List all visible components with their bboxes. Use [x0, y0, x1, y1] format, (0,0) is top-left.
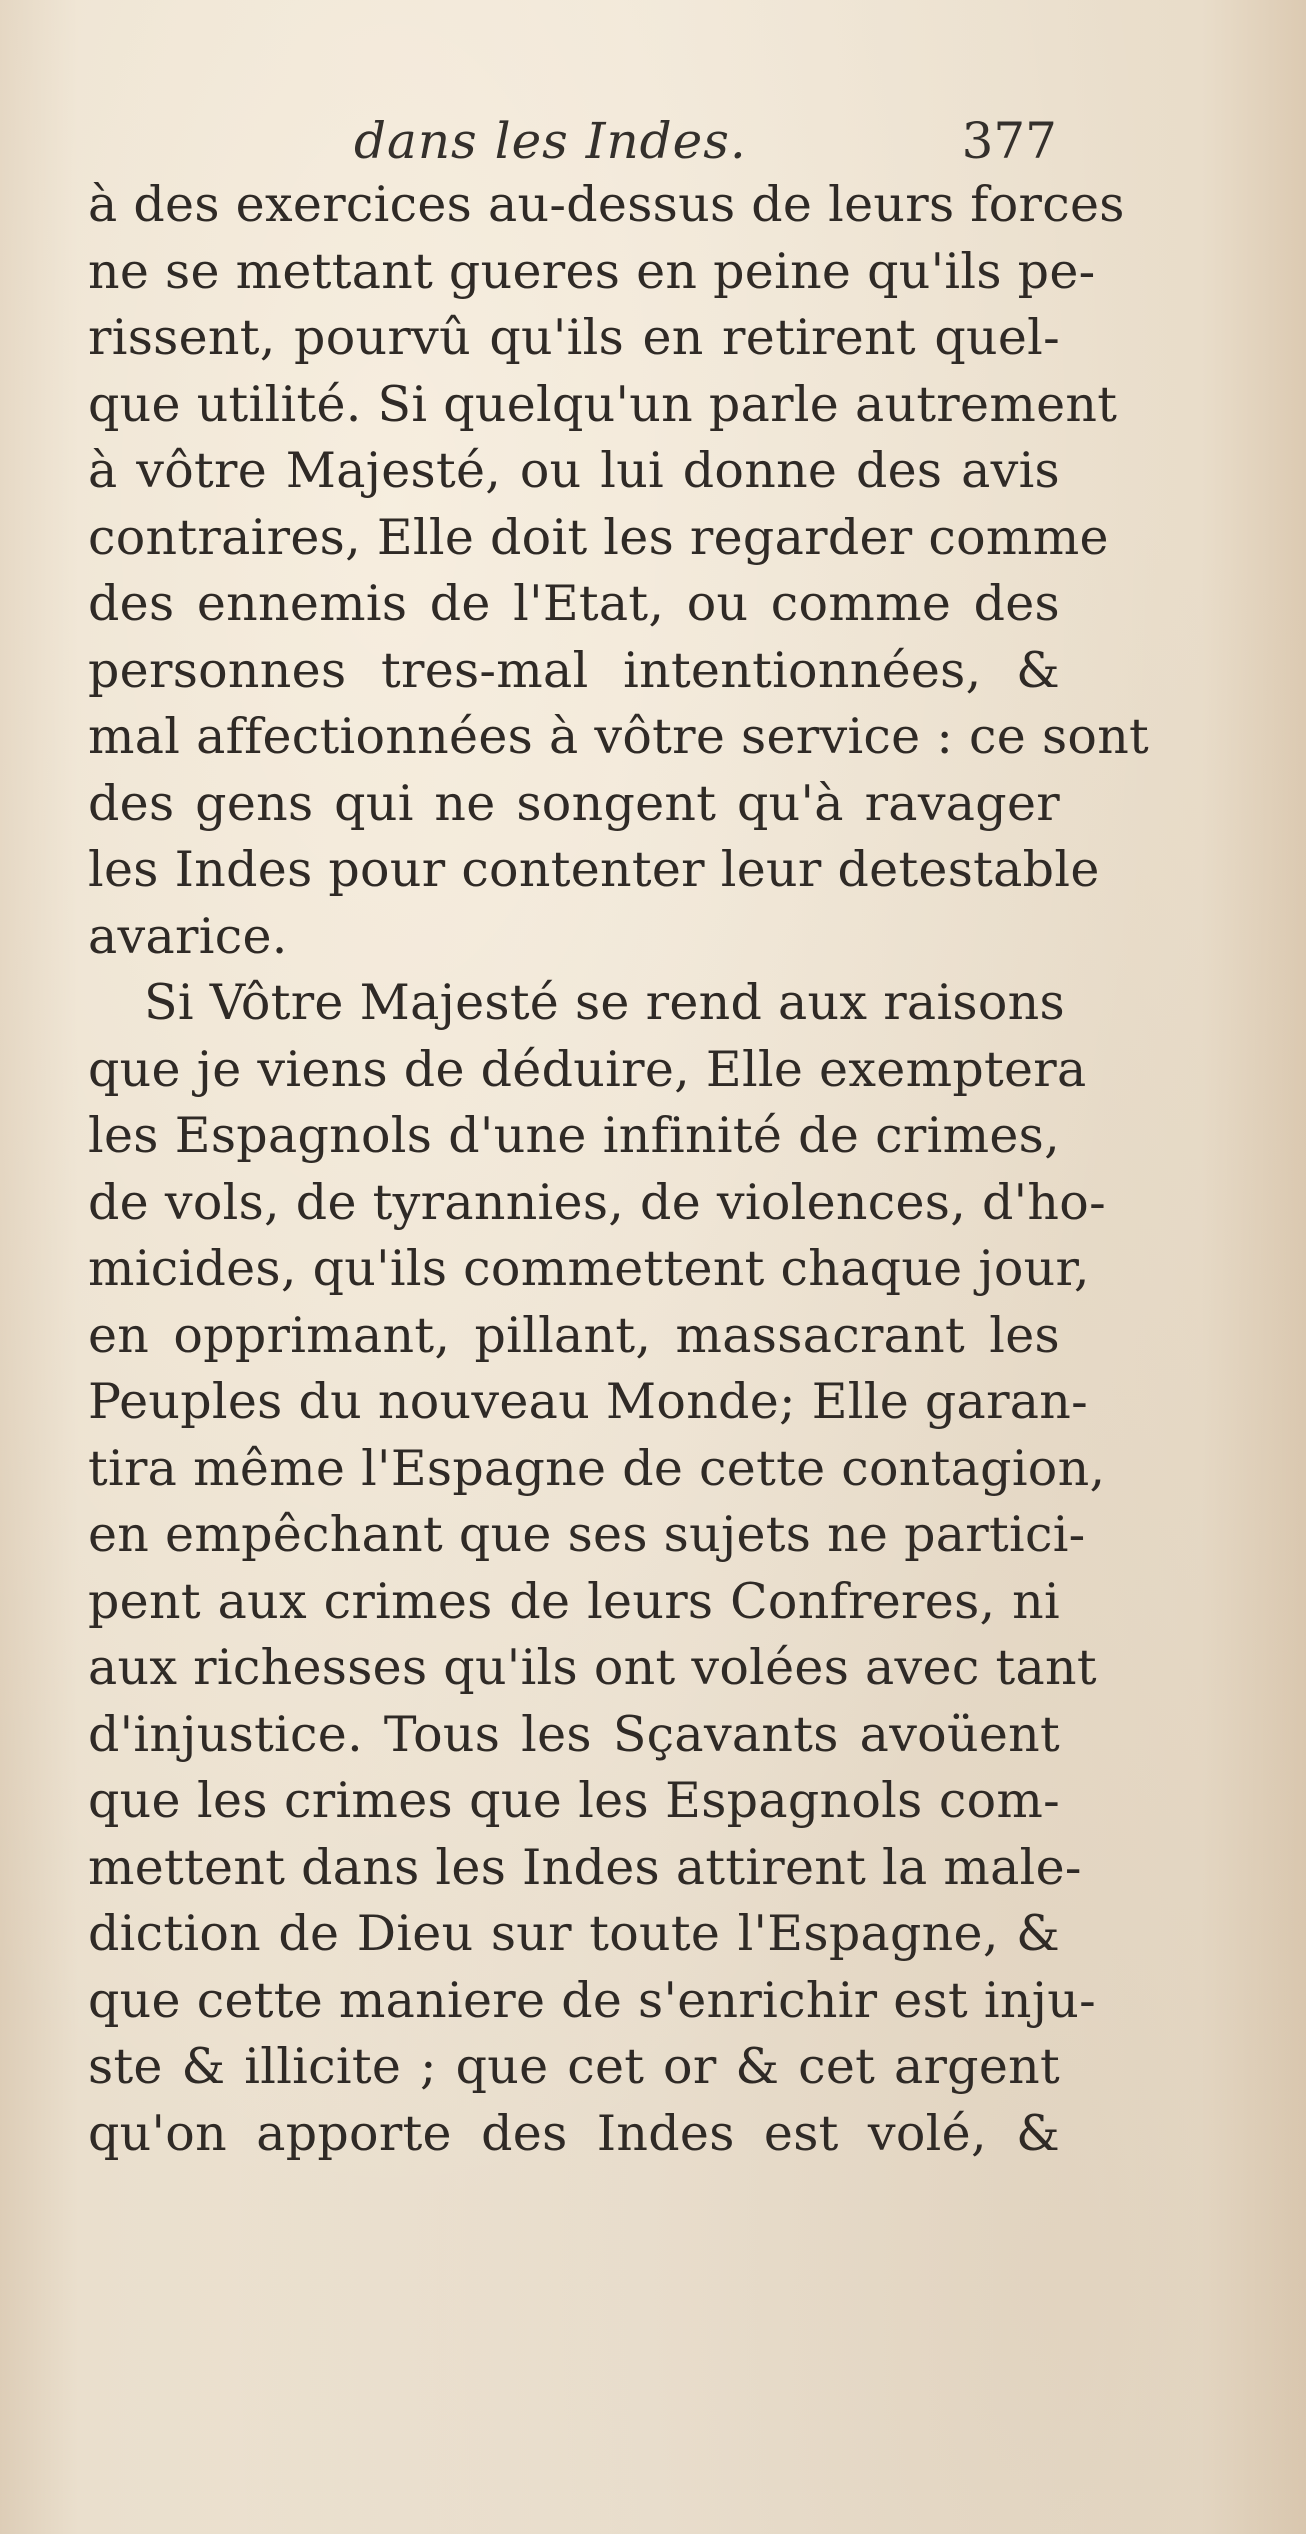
text-line: que les crimes que les Espagnols com-	[88, 1772, 1060, 1829]
text-line: les Espagnols d'une infinité de crimes,	[88, 1107, 1060, 1164]
text-line: que cette maniere de s'enrichir est inju-	[88, 1971, 1096, 2029]
text-line: d'injustice. Tous les Sçavants avoüent	[88, 1705, 1060, 1763]
text-line: ne se mettant gueres en peine qu'ils pe-	[88, 242, 1096, 300]
text-line: micides, qu'ils commettent chaque jour,	[88, 1240, 1090, 1297]
text-line: personnes tres-mal intentionnées, &	[88, 641, 1060, 699]
text-line: à vôtre Majesté, ou lui donne des avis	[88, 442, 1060, 499]
text-line: diction de Dieu sur toute l'Espagne, &	[88, 1905, 1060, 1962]
text-line: contraires, Elle doit les regarder comme	[88, 508, 1109, 566]
text-line: tira même l'Espagne de cette contagion,	[88, 1439, 1106, 1497]
page-number: 377	[961, 112, 1057, 170]
text-line: ste & illicite ; que cet or & cet argent	[88, 2038, 1060, 2095]
text-line: des gens qui ne songent qu'à ravager	[88, 774, 1060, 832]
running-head: dans les Indes.	[354, 112, 747, 170]
text-line: que je viens de déduire, Elle exemptera	[88, 1040, 1087, 1098]
text-line: qu'on apporte des Indes est volé, &	[88, 2104, 1060, 2162]
text-line: mettent dans les Indes attirent la male-	[88, 1838, 1082, 1896]
text-line: à des exercices au-dessus de leurs forces	[88, 176, 1125, 233]
text-line: les Indes pour contenter leur detestable	[88, 841, 1100, 898]
text-line: aux richesses qu'ils ont volées avec tant	[88, 1639, 1097, 1696]
text-line: en empêchant que ses sujets ne partici-	[88, 1506, 1086, 1563]
text-line: Peuples du nouveau Monde; Elle garan-	[88, 1373, 1089, 1430]
text-line: de vols, de tyrannies, de violences, d'ho-	[88, 1173, 1106, 1231]
text-line: des ennemis de l'Etat, ou comme des	[88, 575, 1060, 632]
body-text	[88, 172, 1150, 2167]
text-line: que utilité. Si quelqu'un parle autrement	[88, 375, 1118, 433]
text-line: rissent, pourvû qu'ils en retirent quel-	[88, 309, 1060, 366]
paragraph-end-line: avarice.	[88, 907, 288, 965]
text-line: mal affectionnées à vôtre service : ce sont	[88, 708, 1150, 765]
text-line: en opprimant, pillant, massacrant les	[88, 1306, 1060, 1364]
paragraph-start-line: Si Vôtre Majesté se rend aux raisons	[144, 974, 1065, 1031]
text-line: pent aux crimes de leurs Confreres, ni	[88, 1572, 1060, 1630]
